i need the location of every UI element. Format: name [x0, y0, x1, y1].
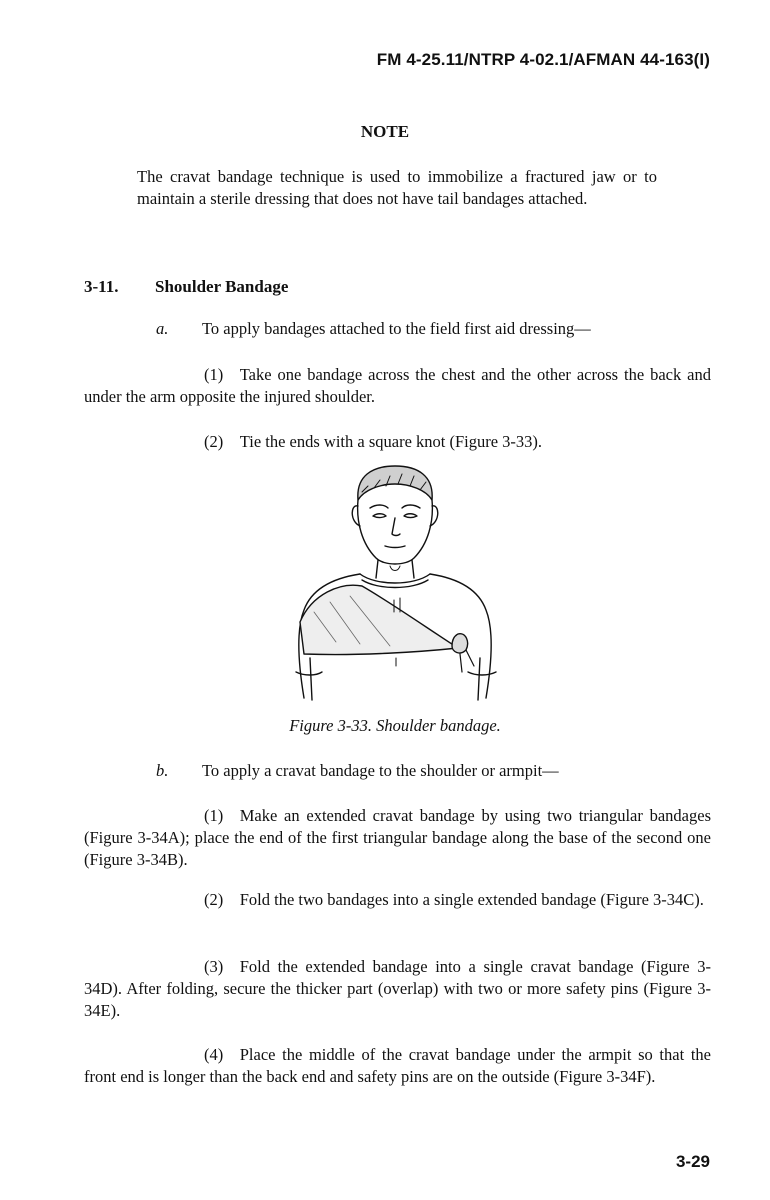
- paragraph-b-step-2: (2) Fold the two bandages into a single extended bandage (Figure 3-34C).: [204, 890, 704, 909]
- paragraph-a-text: To apply bandages attached to the field first aid dressing—: [202, 319, 591, 338]
- paragraph-b-label: b.: [156, 761, 169, 780]
- section-title: Shoulder Bandage: [155, 277, 289, 296]
- figure-caption: Figure 3-33. Shoulder bandage.: [289, 716, 501, 735]
- paragraph-b-text: To apply a cravat bandage to the shoulder or armpit—: [202, 761, 559, 780]
- page-number: 3-29: [675, 1152, 710, 1171]
- note-title: NOTE: [360, 122, 410, 141]
- paragraph-b-step-3: (3) Fold the extended bandage into a single cravat bandage (Figure 3-34D). After folding, secure the thicker part (overlap) with two or more safety pins (Figure 3-34E).: [84, 957, 711, 1020]
- note-text: The cravat bandage technique is used to immobilize a fractured jaw or to maintain a sterile dressing that does not have tail bandages attached.: [137, 167, 657, 208]
- paragraph-b: [84, 760, 711, 782]
- paragraph-a: [84, 318, 711, 340]
- section-heading: [84, 277, 288, 297]
- paragraph-a-step-1: (1) Take one bandage across the chest and the other across the back and under the arm opposite the injured shoulder.: [84, 365, 711, 406]
- paragraph-a-label: a.: [156, 319, 169, 338]
- document-header: FM 4-25.11/NTRP 4-02.1/AFMAN 44-163(I): [376, 50, 710, 69]
- paragraph-b-step-4: (4) Place the middle of the cravat bandage under the armpit so that the front end is longer than the back end and safety pins are on the outside (Figure 3-34F).: [84, 1045, 711, 1086]
- paragraph-b-step-1: (1) Make an extended cravat bandage by using two triangular bandages (Figure 3-34A); place the end of the first triangular bandage along the base of the second one (Figure 3-34B).: [84, 806, 711, 869]
- section-number: 3-11.: [84, 277, 119, 296]
- paragraph-a-step-2: (2) Tie the ends with a square knot (Figure 3-33).: [204, 432, 543, 451]
- figure-3-33-illustration: [290, 462, 505, 706]
